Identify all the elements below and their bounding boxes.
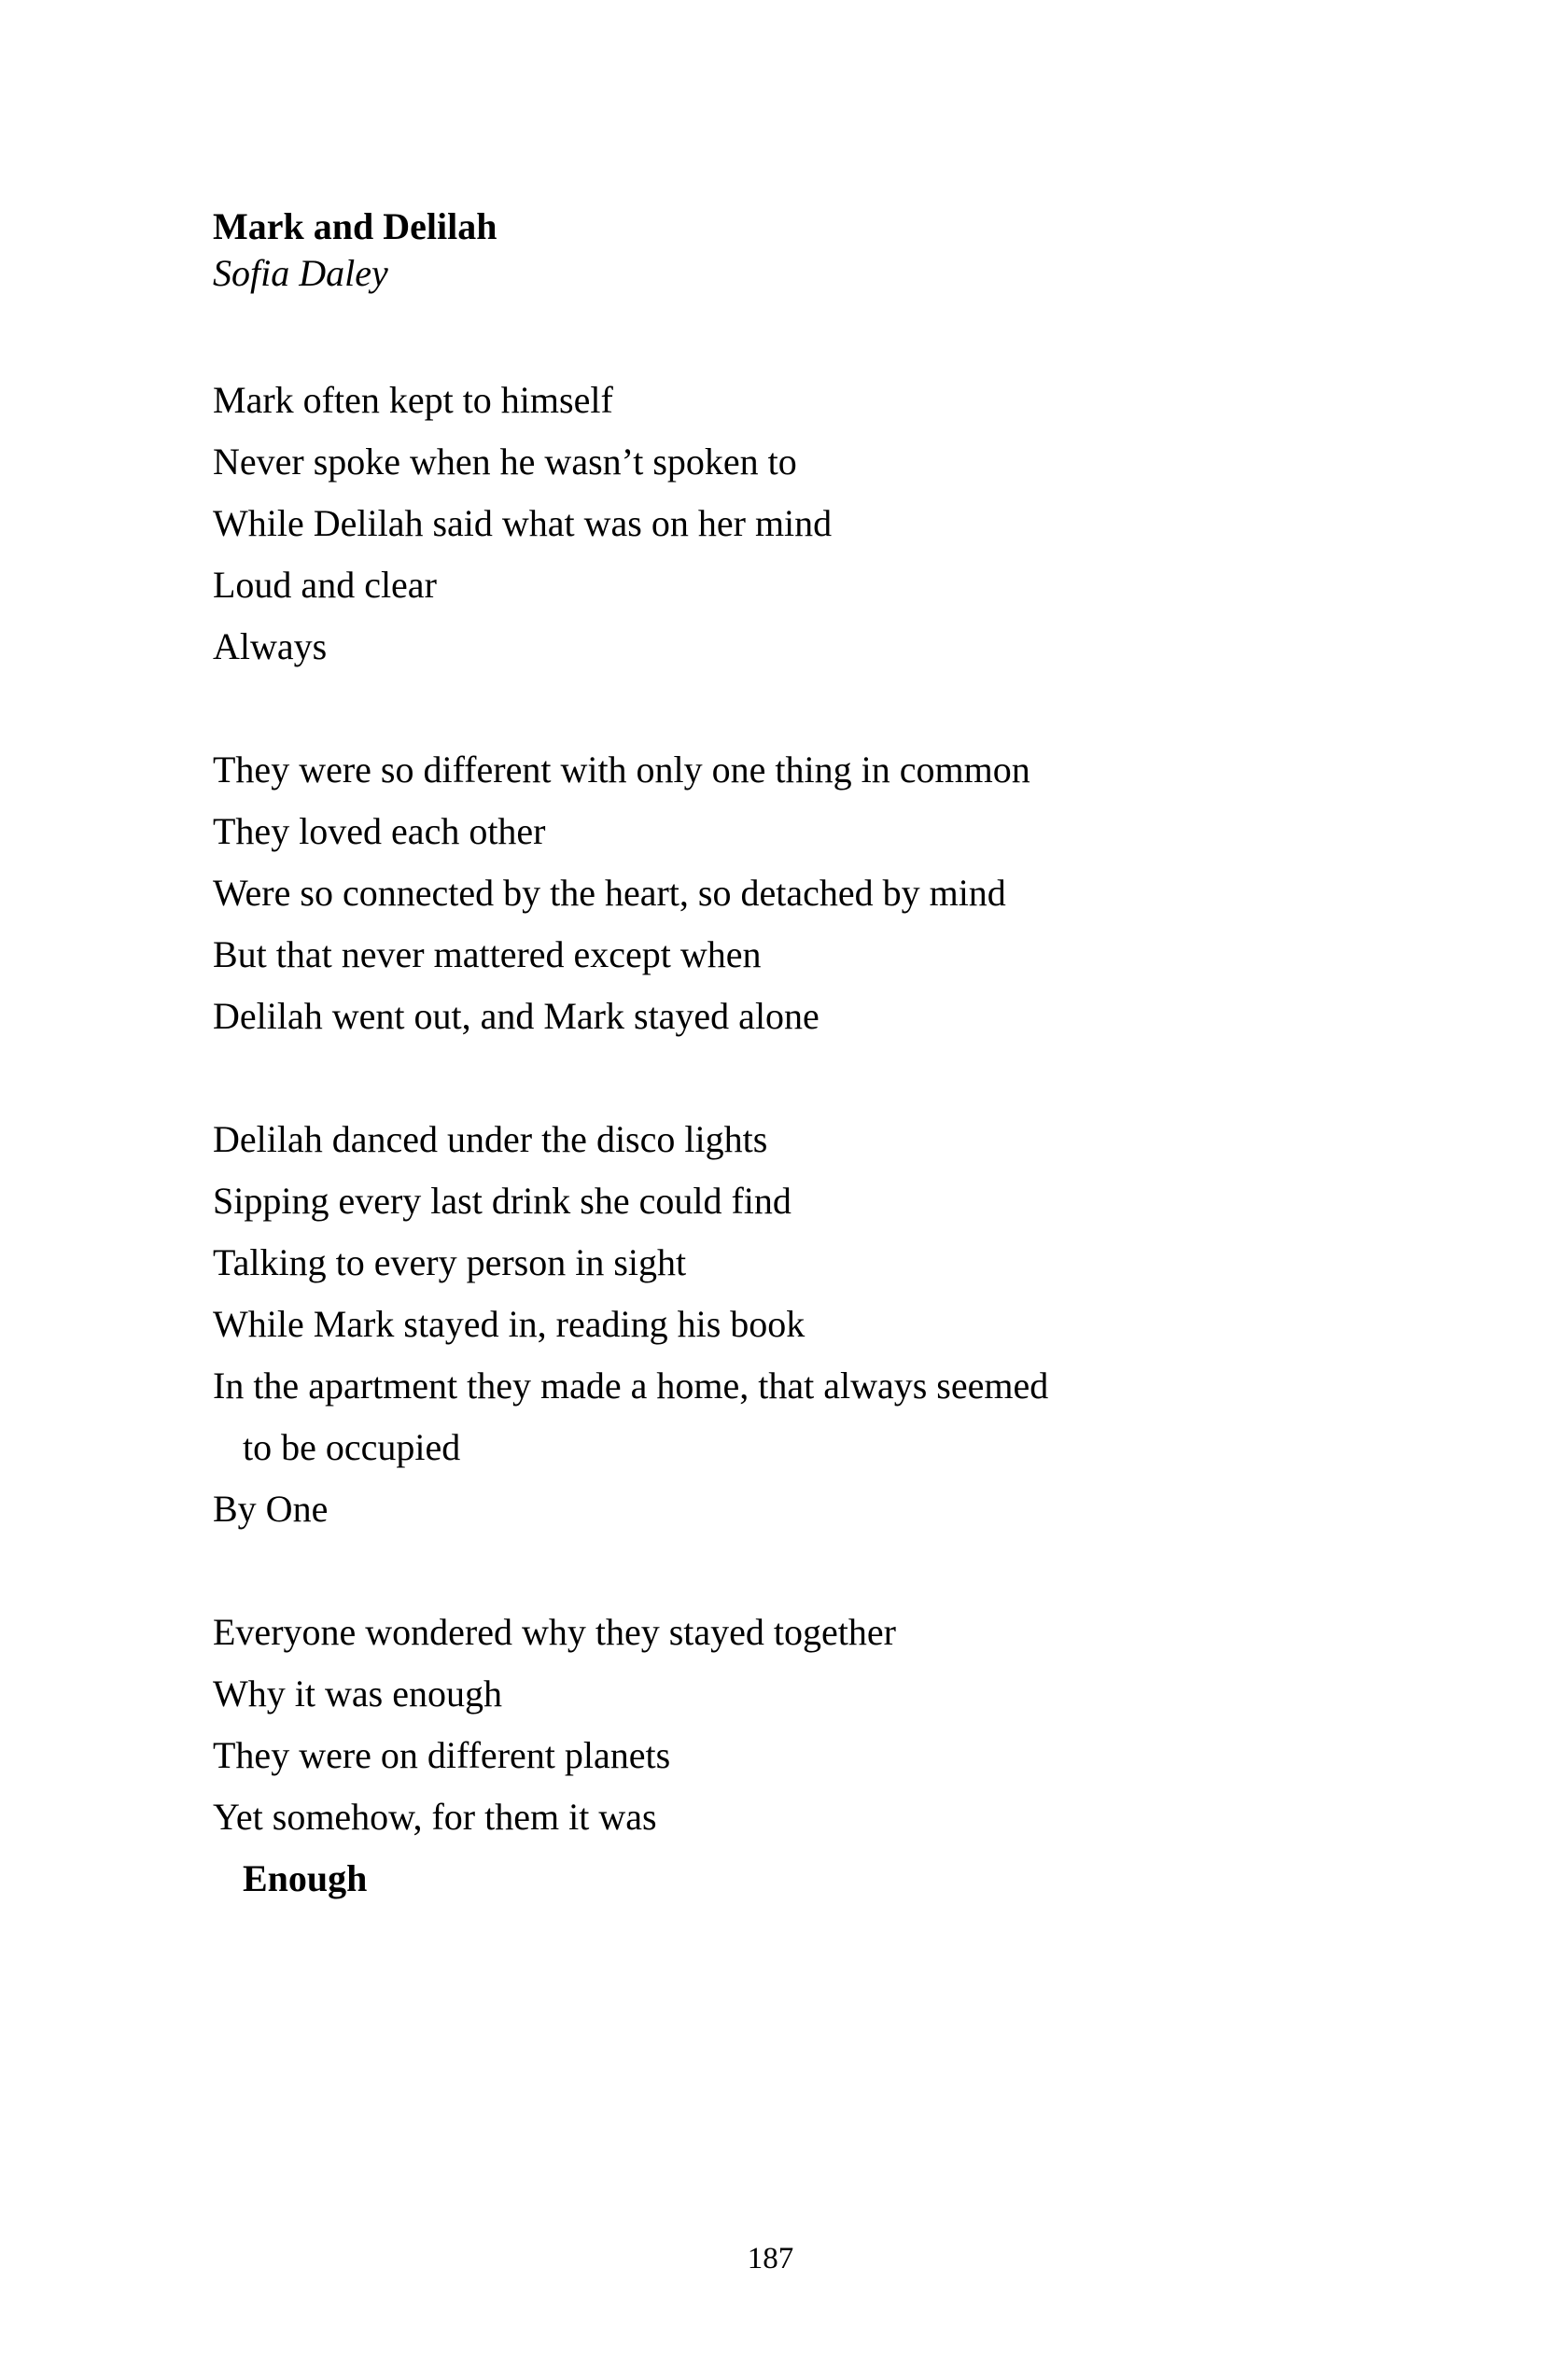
poem-title: Mark and Delilah xyxy=(213,205,497,247)
poem-line: They loved each other xyxy=(213,810,546,852)
poem-line-continuation: to be occupied xyxy=(243,1426,461,1468)
poem-line: They were so different with only one thing in common xyxy=(213,749,1030,791)
stanza-4 xyxy=(213,1602,1333,1910)
poem-line: Everyone wondered why they stayed together xyxy=(213,1611,896,1653)
stanza-1 xyxy=(213,370,1333,678)
poem-author: Sofia Daley xyxy=(213,252,388,294)
stanza-2 xyxy=(213,739,1333,1047)
poem-line: Yet somehow, for them it was xyxy=(213,1796,657,1838)
poem-line: Mark often kept to himself xyxy=(213,379,613,421)
poem-line: Loud and clear xyxy=(213,564,437,606)
poem-line: But that never mattered except when xyxy=(213,933,762,975)
poem-line: Delilah danced under the disco lights xyxy=(213,1118,768,1160)
poem-line: Were so connected by the heart, so detached by mind xyxy=(213,872,1006,914)
stanza-3 xyxy=(213,1109,1333,1540)
poem-line: Sipping every last drink she could find xyxy=(213,1180,792,1222)
poem xyxy=(213,203,1333,1910)
poem-line-emphasis: Enough xyxy=(243,1857,368,1899)
poem-line: Talking to every person in sight xyxy=(213,1241,687,1283)
poem-line: They were on different planets xyxy=(213,1734,671,1776)
poem-line: Always xyxy=(213,625,328,667)
poem-line: Never spoke when he wasn’t spoken to xyxy=(213,441,797,483)
poem-line: While Mark stayed in, reading his book xyxy=(213,1303,806,1345)
poem-line: Delilah went out, and Mark stayed alone xyxy=(213,995,820,1037)
poem-line: In the apartment they made a home, that always seemed xyxy=(213,1365,1049,1407)
poem-line: By One xyxy=(213,1488,329,1530)
poem-line: Why it was enough xyxy=(213,1673,502,1715)
poem-line: While Delilah said what was on her mind xyxy=(213,502,833,544)
page-number: 187 xyxy=(747,2242,794,2275)
